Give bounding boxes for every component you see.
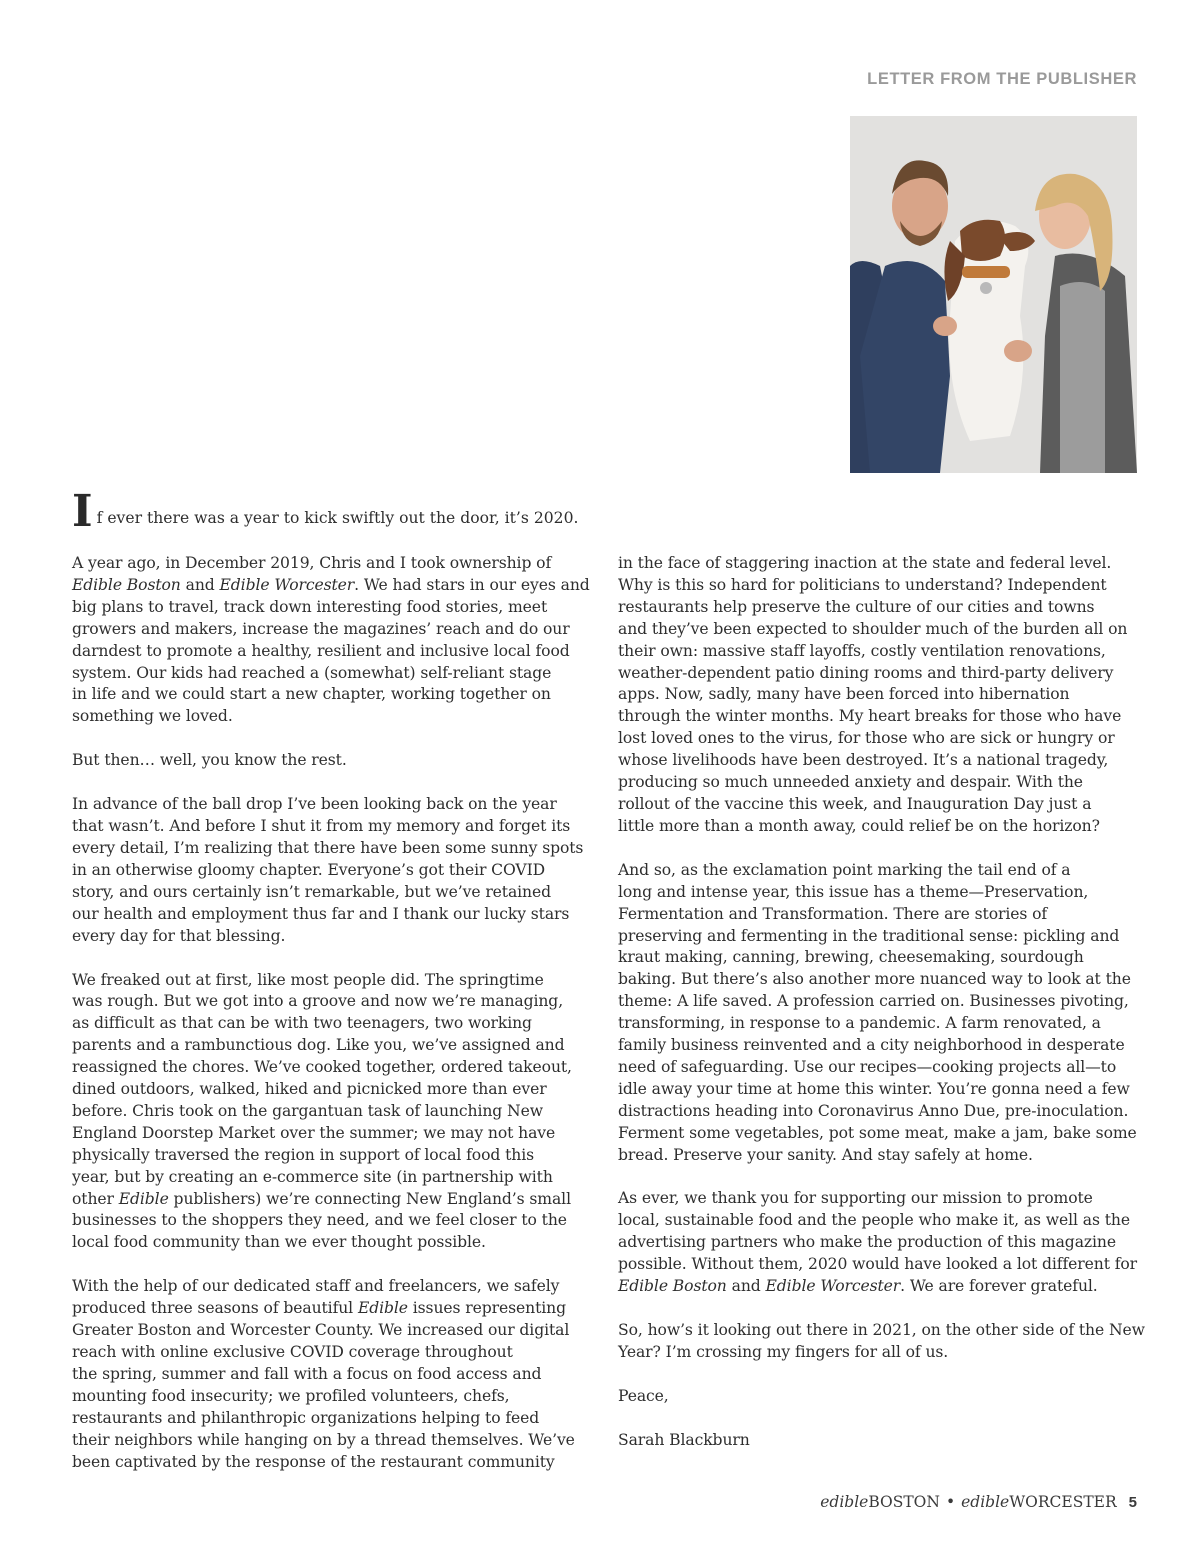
body-paragraph: As ever, we thank you for supporting our mission to promote local, sustainable food and the people who make it, as well as the advertising partners who make the production of this magazine possible. Without them, 2020 would have looked a lot different for Edible Boston and Edible Worcester. We are forever grateful. [618,1189,1138,1296]
footer-edible-1: edible [820,1493,869,1511]
body-paragraph: With the help of our dedicated staff and freelancers, we safely produced three seasons of beautiful Edible issues representing Greater Boston and Worcester County. We increased our digital reach with online exclusive COVID coverage throughout the spring, summer and fall with a focus on food access and mounting food insecurity; we profiled volunteers, chefs, restaurants and philanthropic organizations helping to feed their neighbors while hanging on by a thread themselves. We’ve been captivated by the response of the restaurant community [72,1277,575,1471]
signature-name: Sarah Blackburn [618,1430,750,1449]
footer-brand-worcester: WORCESTER [1009,1493,1117,1511]
page-number: 5 [1128,1494,1137,1511]
body-paragraph: But then… well, you know the rest. [72,751,347,770]
section-label: LETTER FROM THE PUBLISHER [867,70,1137,88]
body-paragraph: So, how’s it looking out there in 2021, on the other side of the New Year? I’m crossing my fingers for all of us. [618,1321,1145,1361]
lede-paragraph [72,486,632,537]
body-paragraph: We freaked out at first, like most people did. The springtime was rough. But we got into a groove and now we’re managing, as difficult as that can be with two teenagers, two working parents and a rambunctious dog. Like you, we’ve assigned and reassigned the chores. We’ve cooked together, ordered takeout, dined outdoors, walked, hiked and picnicked more than ever before. Chris took on the gargantuan task of launching New England Doorstep Market over the summer; we may not have physically traversed the region in support of local food this year, but by creating an e-commerce site (in partnership with other Edible publishers) we’re connecting New England’s small businesses to the shoppers they need, and we feel closer to the local food community than we ever thought possible. [72,970,572,1252]
page-footer [820,1493,1137,1511]
footer-edible-2: edible [961,1493,1010,1511]
body-paragraph: A year ago, in December 2019, Chris and I took ownership of Edible Boston and Edible Worcester. We had stars in our eyes and big plans to travel, track down interesting food stories, meet growers and makers, increase the magazines’ reach and do our darndest to promote a healthy, resilient and inclusive local food system. Our kids had reached a (somewhat) self-reliant stage in life and we could start a new chapter, working together on something we loved. [72,554,590,726]
body-paragraph: And so, as the exclamation point marking the tail end of a long and intense year, this issue has a theme—Preservation, Fermentation and Transformation. There are stories of preserving and fermenting in the traditional sense: pickling and kraut making, canning, brewing, cheesemaking, sourdough baking. But there’s also another more nuanced way to look at the theme: A life saved. A profession carried on. Businesses pivoting, transforming, in response to a pandemic. A farm renovated, a family business reinvented and a city neighborhood in desperate need of safeguarding. Use our recipes—cooking projects all—to idle away your time at home this winter. You’re gonna need a few distractions heading into Coronavirus Anno Due, pre-inoculation. Ferment some vegetables, pot some meat, make a jam, bake some bread. Preserve your sanity. And stay safely at home. [618,860,1137,1164]
publisher-photo [850,116,1137,473]
left-column [72,553,602,1495]
right-column [618,553,1148,1474]
lede-text: f ever there was a year to kick swiftly out the door, it’s 2020. [96,509,579,527]
body-paragraph: In advance of the ball drop I’ve been looking back on the year that wasn’t. And before I shut it from my memory and forget its every detail, I’m realizing that there have been some sunny spots in an otherwise gloomy chapter. Everyone’s got their COVID story, and ours certainly isn’t remarkable, but we’ve retained our health and employment thus far and I thank our lucky stars every day for that blessing. [72,795,584,945]
footer-separator: • [945,1493,956,1511]
footer-brand-boston: BOSTON [868,1493,940,1511]
body-paragraph: in the face of staggering inaction at the state and federal level. Why is this so hard for politicians to understand? Independent restaurants help preserve the culture of our cities and towns and they’ve been expected to shoulder much of the burden all on their own: massive staff layoffs, costly ventilation renovations, weather-dependent patio dining rooms and third-party delivery apps. Now, sadly, many have been forced into hibernation through the winter months. My heart breaks for those who have lost loved ones to the virus, for those who are sick or hungry or whose livelihoods have been destroyed. It’s a national tragedy, producing so much unneeded anxiety and despair. With the rollout of the vaccine this week, and Inauguration Day just a little more than a month away, could relief be on the horizon? [618,554,1128,835]
sign-off: Peace, [618,1386,669,1405]
drop-cap: I [72,486,93,537]
